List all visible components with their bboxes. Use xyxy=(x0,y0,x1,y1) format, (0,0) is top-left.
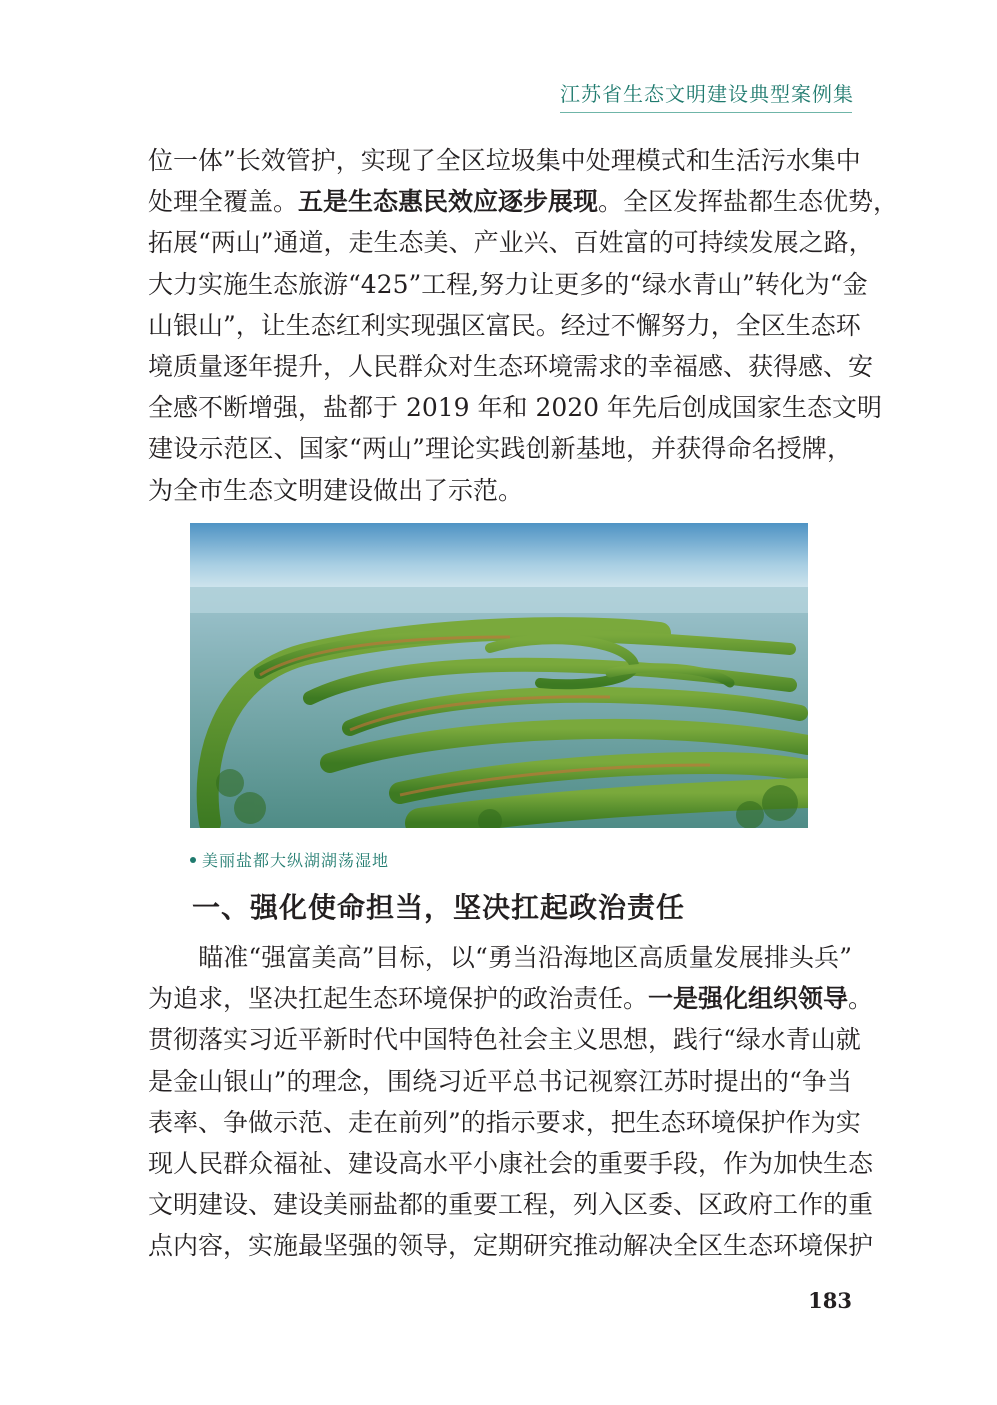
text-line xyxy=(148,937,852,978)
text-line xyxy=(148,1143,874,1184)
caption-bullet-icon xyxy=(190,857,196,863)
body-paragraph-2 xyxy=(148,937,874,1267)
figure-caption xyxy=(190,848,389,871)
page-number: 183 xyxy=(808,1288,852,1313)
text-run: 山银山”，让生态红利实现强区富民。经过不懈努力，全区生态环 xyxy=(148,310,861,340)
text-line xyxy=(148,222,874,263)
text-run: 表率、争做示范、走在前列”的指示要求，把生态环境保护作为实 xyxy=(148,1107,861,1137)
text-run: 境质量逐年提升，人民群众对生态环境需求的幸福感、获得感、安 xyxy=(148,351,874,381)
text-line xyxy=(148,264,868,305)
text-run: 瞄准“强富美高”目标，以“勇当沿海地区高质量发展排头兵” xyxy=(148,943,852,972)
running-header: 江苏省生态文明建设典型案例集 xyxy=(560,82,854,106)
text-run: 拓展“两山”通道，走生态美、产业兴、百姓富的可持续发展之路， xyxy=(148,228,874,258)
text-line xyxy=(148,387,883,428)
text-line xyxy=(148,1019,861,1060)
text-run: 点内容，实施最坚强的领导，定期研究推动解决全区生态环境保护 xyxy=(148,1231,874,1261)
section-heading: 一、强化使命担当，坚决扛起政治责任 xyxy=(192,891,686,924)
text-run: 建设示范区、国家“两山”理论实践创新基地，并获得命名授牌， xyxy=(148,434,852,464)
text-run: 处理全覆盖。 xyxy=(148,187,299,217)
text-run: 为全市生态文明建设做出了示范。 xyxy=(148,475,524,505)
text-run: 文明建设、建设美丽盐都的重要工程，列入区委、区政府工作的重 xyxy=(148,1190,874,1220)
text-line xyxy=(148,1184,874,1225)
body-paragraph-1 xyxy=(148,140,899,511)
text-run: 全感不断增强，盐都于 2019 年和 2020 年先后创成国家生态文明 xyxy=(148,393,883,423)
text-line xyxy=(148,305,861,346)
text-run: 。全区发挥盐都生态优势， xyxy=(598,187,899,217)
text-run: 是金山银山”的理念，围绕习近平总书记视察江苏时提出的“争当 xyxy=(148,1066,852,1096)
text-run: 位一体”长效管护，实现了全区垃圾集中处理模式和生活污水集中 xyxy=(148,146,861,175)
text-line xyxy=(148,978,874,1019)
text-run: 为追求，坚决扛起生态环境保护的政治责任。 xyxy=(148,984,649,1014)
caption-text: 美丽盐都大纵湖湖荡湿地 xyxy=(202,851,390,870)
wetland-photo xyxy=(190,523,808,828)
bold-lead-phrase: 一是强化组织领导 xyxy=(648,984,849,1014)
text-line xyxy=(148,470,852,511)
text-line xyxy=(148,140,861,181)
text-line xyxy=(148,428,852,469)
text-line xyxy=(148,181,899,222)
text-run: 。 xyxy=(848,984,874,1014)
text-run: 贯彻落实习近平新时代中国特色社会主义思想，践行“绿水青山就 xyxy=(148,1025,861,1055)
bold-lead-phrase: 五是生态惠民效应逐步展现 xyxy=(298,187,599,217)
header-rule xyxy=(560,112,852,113)
text-line xyxy=(148,1225,874,1266)
text-line xyxy=(148,346,874,387)
wetland-illustration xyxy=(190,523,808,828)
text-line xyxy=(148,1061,852,1102)
text-run: 现人民群众福祉、建设高水平小康社会的重要手段，作为加快生态 xyxy=(148,1148,874,1178)
text-run: 大力实施生态旅游“425”工程,努力让更多的“绿水青山”转化为“金 xyxy=(148,269,868,299)
text-line xyxy=(148,1102,861,1143)
